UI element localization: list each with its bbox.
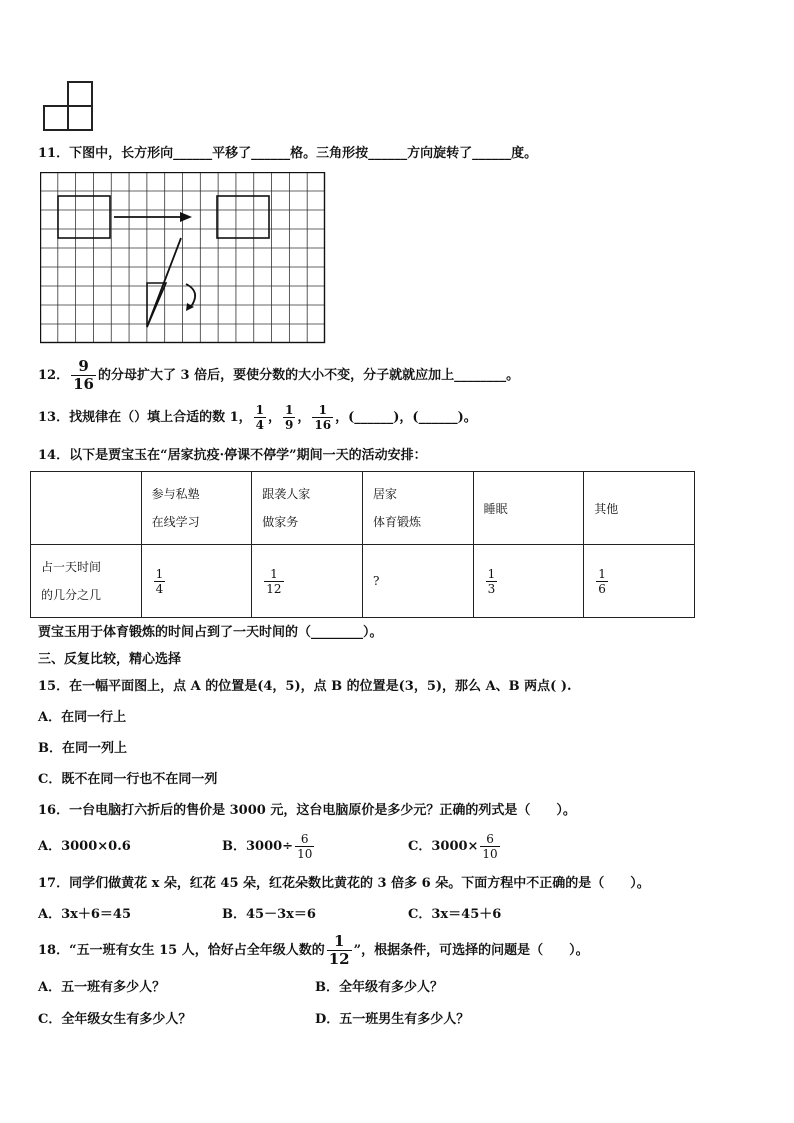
question-16: 16．一台电脑打六折后的售价是 3000 元，这台电脑原价是多少元？正确的列式是（ ）。: [38, 803, 576, 818]
arrowhead-icon: [180, 212, 192, 222]
value-cell: ?: [362, 545, 473, 618]
activity-table: [30, 471, 695, 618]
squares-figure: [40, 80, 100, 135]
value-cell: $\frac{1}{3}$: [473, 545, 584, 618]
q15-option-c[interactable]: C．既不在同一行也不在同一列: [38, 772, 218, 787]
fraction: $\frac{1}{4}$: [255, 403, 265, 432]
value-cell: $\frac{1}{4}$: [141, 545, 252, 618]
rectangle-original: [58, 196, 110, 238]
q18-option-b[interactable]: B．全年级有多少人？: [315, 980, 443, 995]
value-cell: $\frac{1}{6}$: [584, 545, 695, 618]
q16-option-b[interactable]: B．3000÷ $\frac{6}{10}$: [222, 832, 313, 861]
question-18: 18．“五一班有女生 15 人，恰好占全年级人数的 $\frac{1}{12}$ ”，根据条件，可选择的问题是（ ）。: [38, 932, 589, 968]
q15-option-a[interactable]: A．在同一行上: [38, 710, 127, 725]
question-13: 13．找规律在（）填上合适的数 1， $\frac{1}{4}$ ， $\frac{1}{9}$ ， $\frac{1}{16}$ ，(______)，(______)。: [38, 403, 477, 432]
fraction: $\frac{1}{16}$: [314, 403, 332, 432]
q18-option-c[interactable]: C．全年级女生有多少人？: [38, 1012, 192, 1027]
q16-option-c[interactable]: C．3000× $\frac{6}{10}$: [408, 832, 498, 861]
q17-option-a[interactable]: A．3x＋6＝45: [38, 907, 132, 922]
question-17: 17．同学们做黄花 x 朵，红花 45 朵，红花朵数比黄花的 3 倍多 6 朵。下面方程中不正确的是（ ）。: [38, 876, 650, 891]
rectangle-moved: [217, 196, 269, 238]
question-15: 15．在一幅平面图上，点 A 的位置是(4，5)，点 B 的位置是(3，5)，那么 A、B 两点( ).: [38, 679, 572, 694]
row-label: 占一天时间 的几分之几: [31, 545, 142, 618]
q16-option-a[interactable]: A．3000×0.6: [38, 839, 131, 854]
header-cell: 参与私塾 在线学习: [141, 472, 252, 545]
header-cell: 其他: [584, 472, 695, 545]
question-11: 11．下图中，长方形向______平移了______格。三角形按______方向旋转了______度。: [38, 146, 538, 161]
question-12: 12． $\frac{9}{16}$ 的分母扩大了 3 倍后，要使分数的大小不变，分子就就应加上________。: [38, 357, 520, 393]
fraction-9-16: $\frac{9}{16}$: [73, 357, 94, 393]
q18-option-a[interactable]: A．五一班有多少人？: [38, 980, 166, 995]
question-14: 14．以下是贾宝玉在“居家抗疫·停课不停学”期间一天的活动安排：: [38, 448, 427, 463]
question-14-followup: 贾宝玉用于体育锻炼的时间占到了一天时间的（________）。: [38, 625, 383, 640]
value-cell: $\frac{1}{12}$: [252, 545, 363, 618]
q15-option-b[interactable]: B．在同一列上: [38, 741, 127, 756]
q17-option-b[interactable]: B．45－3x＝6: [222, 907, 316, 922]
q18-option-d[interactable]: D．五一班男生有多少人？: [315, 1012, 470, 1027]
section-heading: 三、反复比较，精心选择: [38, 652, 182, 667]
grid-figure: [40, 172, 326, 344]
fraction: $\frac{1}{9}$: [285, 403, 294, 432]
header-cell: 跟袭人家 做家务: [252, 472, 363, 545]
header-cell: 睡眠: [473, 472, 584, 545]
q17-option-c[interactable]: C．3x＝45＋6: [408, 907, 502, 922]
header-cell: 居家 体育锻炼: [362, 472, 473, 545]
